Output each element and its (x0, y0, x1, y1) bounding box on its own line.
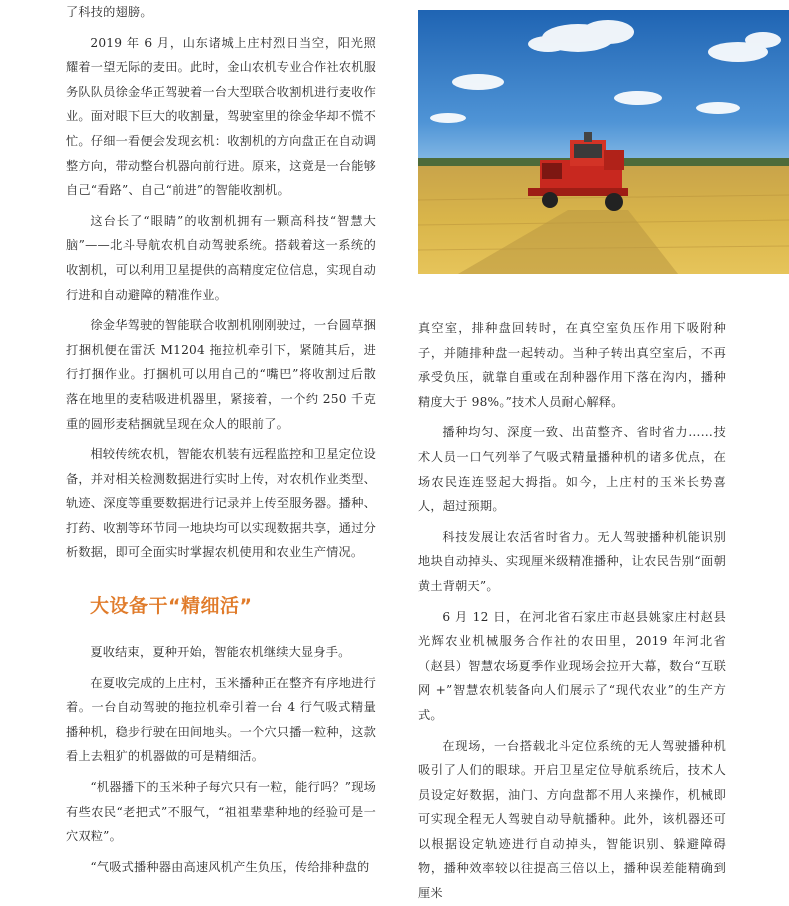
right-column (418, 316, 726, 906)
paragraph: 这台长了“眼睛”的收割机拥有一颗高科技“智慧大脑”——北斗导航农机自动驾驶系统。搭载着这一系统的收割机，可以利用卫星提供的高精度定位信息，实现自动行进和自动避障的精准作业。 (66, 213, 376, 302)
paragraph: 在夏收完成的上庄村，玉米播种正在整齐有序地进行着。一台自动驾驶的拖拉机牵引着一台 4 行气吸式精量播种机，稳步行驶在田间地头。一个穴只播一粒种，这款看上去粗犷的机器做的可是精细活。 (66, 675, 376, 764)
paragraph: 科技发展让农活省时省力。无人驾驶播种机能识别地块自动掉头、实现厘米级精准播种，让农民告别“面朝黄土背朝天”。 (418, 529, 726, 593)
paragraph: 徐金华驾驶的智能联合收割机刚刚驶过，一台圆草捆打捆机便在雷沃 M1204 拖拉机牵引下，紧随其后，进行打捆作业。打捆机可以用自己的“嘴巴”将收割过后散落在地里的麦秸吸进机器里，紧接着，一个约 250 千克重的圆形麦秸捆就呈现在众人的眼前了。 (66, 318, 376, 431)
paragraph: 夏收结束，夏种开始，智能农机继续大显身手。 (90, 645, 351, 660)
paragraph: 播种均匀、深度一致、出苗整齐、省时省力……技术人员一口气列举了气吸式精量播种机的诸多优点，在场农民连连竖起大拇指。如今，上庄村的玉米长势喜人，超过预期。 (418, 425, 726, 514)
section-heading: 大设备干“精细活” (90, 595, 253, 618)
paragraph: 真空室，排种盘回转时，在真空室负压作用下吸附种子，并随排种盘一起转动。当种子转出真空室后，不再承受负压，就靠自重或在刮种器作用下落在沟内，播种精度大于 98%。”技术人员耐心解释。 (418, 321, 726, 409)
left-column (66, 0, 376, 879)
harvester-photo (418, 10, 789, 274)
paragraph: “机器播下的玉米种子每穴只有一粒，能行吗？”现场有些农民“老把式”不服气，“祖祖辈辈种地的经验可是一穴双粒”。 (66, 780, 376, 844)
paragraph: 6 月 12 日，在河北省石家庄市赵县姚家庄村赵县光辉农业机械服务合作社的农田里，2019 年河北省（赵县）智慧农场夏季作业现场会拉开大幕，数台“互联网 +”智慧农机装备向人们展示了“现代农业”的生产方式。 (418, 609, 726, 722)
harvester-photo-svg (418, 10, 789, 274)
paragraph: “气吸式播种器由高速风机产生负压，传给排种盘的 (90, 859, 370, 874)
paragraph: 相较传统农机，智能农机装有远程监控和卫星定位设备，并对相关检测数据进行实时上传，对农机作业类型、轨迹、深度等重要数据进行记录并上传至服务器。播种、打药、收割等环节同一地块均可以实现数据共享，通过分析数据，即可全面实时掌握农机使用和农业生产情况。 (66, 447, 376, 560)
paragraph: 2019 年 6 月，山东诸城上庄村烈日当空，阳光照耀着一望无际的麦田。此时，金山农机专业合作社农机服务队队员徐金华正驾驶着一台大型联合收割机进行麦收作业。面对眼下巨大的收割量，驾驶室里的徐金华却不慌不忙。仔细一看便会发现玄机：收割机的方向盘正在自动调整方向，带动整台机器向前行进。原来，这竟是一台能够自己“看路”、自己“前进”的智能收割机。 (66, 35, 376, 198)
paragraph: 了科技的翅膀。 (66, 5, 153, 19)
paragraph: 在现场，一台搭载北斗定位系统的无人驾驶播种机吸引了人们的眼球。开启卫星定位导航系统后，技术人员设定好数据，油门、方向盘都不用人来操作，机械即可实现全程无人驾驶自动导航播种。此外，该机器还可以根据设定轨迹进行自动掉头，智能识别、躲避障碍物，播种效率较以往提高三倍以上，播种误差能精确到厘米 (418, 738, 726, 901)
